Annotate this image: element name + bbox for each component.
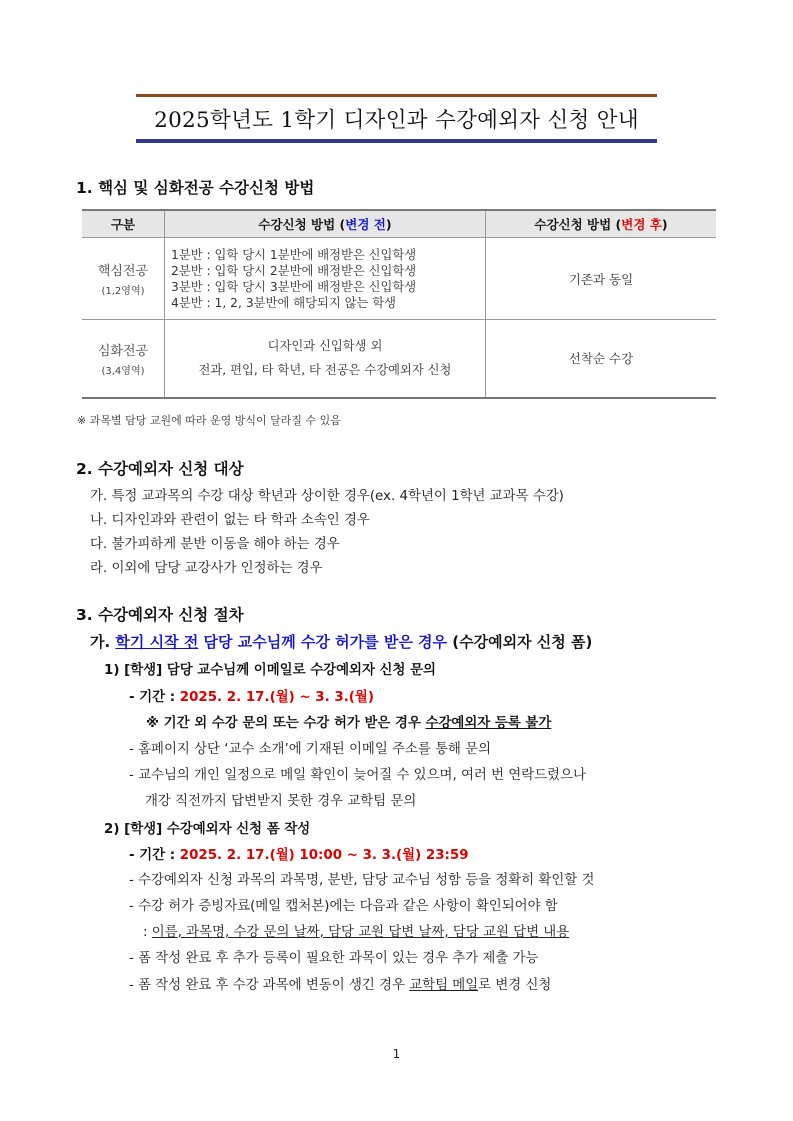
step2-evidence-line: - 수강 허가 증빙자료(메일 캡처본)에는 다음과 같은 사항이 확인되어야 함	[129, 899, 558, 914]
row-core-before	[165, 238, 486, 320]
step2-period	[129, 844, 469, 863]
page-title: 2025학년도 1학기 디자인과 수강예외자 신청 안내	[154, 108, 639, 133]
section1-heading: 1. 핵심 및 심화전공 수강신청 방법	[76, 179, 315, 197]
category-label: 심화전공	[97, 343, 149, 359]
evidence-underlined: 이름, 과목명, 수강 문의 날짜, 담당 교원 답변 날짜, 담당 교원 답변 내용	[151, 925, 570, 940]
header-after-suffix: )	[661, 217, 668, 232]
step2-title: 2) [학생] 수강예외자 신청 폼 작성	[104, 822, 311, 837]
change-suffix: 로 변경 신청	[478, 978, 552, 993]
header-category: 구분	[82, 210, 165, 238]
before-line: 4분반 : 1, 2, 3분반에 해당되지 않는 학생	[171, 295, 397, 310]
header-before-tag: 변경 전	[345, 217, 386, 232]
page-number: 1	[392, 1047, 401, 1061]
step1-title: 1) [학생] 담당 교수님께 이메일로 수강예외자 신청 문의	[104, 663, 436, 678]
section2-heading: 2. 수강예외자 신청 대상	[76, 460, 244, 478]
before-line: 디자인과 신입학생 외	[267, 339, 383, 354]
header-after-tag: 변경 후	[621, 217, 662, 232]
category-sub-label: (3,4영역)	[101, 365, 145, 377]
row-core-category	[82, 238, 165, 320]
procedure-a-heading	[90, 631, 592, 652]
header-before	[165, 210, 486, 238]
before-line: 2분반 : 입학 당시 2분반에 배정받은 신입학생	[171, 263, 417, 278]
category-label: 핵심전공	[97, 264, 149, 279]
warning-underlined: 수강예외자 등록 불가	[425, 716, 552, 731]
step2-accuracy-line: - 수강예외자 신청 과목의 과목명, 분반, 담당 교수님 성함 등을 정확히 확인할 것	[129, 873, 595, 888]
procedure-a-suffix: (수강예외자 신청 폼)	[447, 633, 593, 651]
row-advanced-after: 선착순 수강	[486, 320, 717, 398]
header-after	[486, 210, 717, 238]
period-label: - 기간 :	[129, 690, 180, 705]
before-line: 3분반 : 입학 당시 3분반에 배정받은 신입학생	[171, 279, 417, 294]
procedure-a-middle: 담당 교수님께 수강 허가를 받은 경우	[198, 633, 448, 651]
procedure-a-prefix: 가.	[90, 633, 116, 651]
target-item-ga: 가. 특정 교과목의 수강 대상 학년과 상이한 경우(ex. 4학년이 1학년 교과목 수강)	[90, 489, 564, 504]
before-line: 전과, 편입, 타 학년, 타 전공은 수강예외자 신청	[198, 363, 452, 378]
before-line: 1분반 : 입학 당시 1분반에 배정받은 신입학생	[171, 247, 417, 262]
course-registration-table	[82, 209, 716, 399]
title-bottom-rule	[136, 139, 657, 143]
warning-prefix: ※ 기간 외 수강 문의 또는 수강 허가 받은 경우	[146, 716, 426, 731]
step1-homepage-line: - 홈페이지 상단 ‘교수 소개’에 기재된 이메일 주소를 통해 문의	[129, 742, 492, 757]
target-item-da: 다. 불가피하게 분반 이동을 해야 하는 경우	[90, 537, 340, 552]
row-advanced-category	[82, 320, 165, 398]
academic-team-email-link[interactable]: 교학팀 메일	[409, 978, 479, 993]
table-row	[82, 320, 716, 398]
step2-evidence-items	[143, 921, 569, 940]
section3-heading: 3. 수강예외자 신청 절차	[76, 606, 244, 624]
table-footnote: ※ 과목별 담당 교원에 따라 운영 방식이 달라질 수 있음	[77, 414, 341, 427]
step1-schedule-line-cont: 개강 직전까지 답변받지 못한 경우 교학팀 문의	[145, 794, 417, 809]
change-prefix: - 폼 작성 완료 후 수강 과목에 변동이 생긴 경우	[129, 978, 410, 993]
row-advanced-before	[165, 320, 486, 398]
step1-period	[129, 686, 374, 705]
period-value: 2025. 2. 17.(월) ~ 3. 3.(월)	[179, 690, 374, 705]
header-before-prefix: 수강신청 방법 (	[258, 217, 346, 232]
title-block	[136, 94, 657, 143]
target-item-ra: 라. 이외에 담당 교강사가 인정하는 경우	[90, 561, 323, 576]
table-header-row	[82, 210, 716, 238]
step2-additional-line: - 폼 작성 완료 후 추가 등록이 필요한 과목이 있는 경우 추가 제출 가능	[129, 951, 539, 966]
before-semester-link[interactable]: 학기 시작 전	[115, 633, 199, 651]
period-value: 2025. 2. 17.(월) 10:00 ~ 3. 3.(월) 23:59	[179, 848, 469, 863]
step1-schedule-line: - 교수님의 개인 일정으로 메일 확인이 늦어질 수 있으며, 여러 번 연락드렸으나	[129, 768, 586, 783]
target-item-na: 나. 디자인과와 관련이 없는 타 학과 소속인 경우	[90, 513, 370, 528]
evidence-prefix: :	[143, 925, 152, 940]
step2-change-line	[129, 974, 551, 993]
category-sub-label: (1,2영역)	[101, 286, 145, 297]
header-after-prefix: 수강신청 방법 (	[534, 217, 622, 232]
header-before-suffix: )	[385, 217, 392, 232]
period-label: - 기간 :	[129, 848, 180, 863]
row-core-after: 기존과 동일	[486, 238, 717, 320]
table-row	[82, 238, 716, 320]
step1-warning	[146, 712, 551, 731]
